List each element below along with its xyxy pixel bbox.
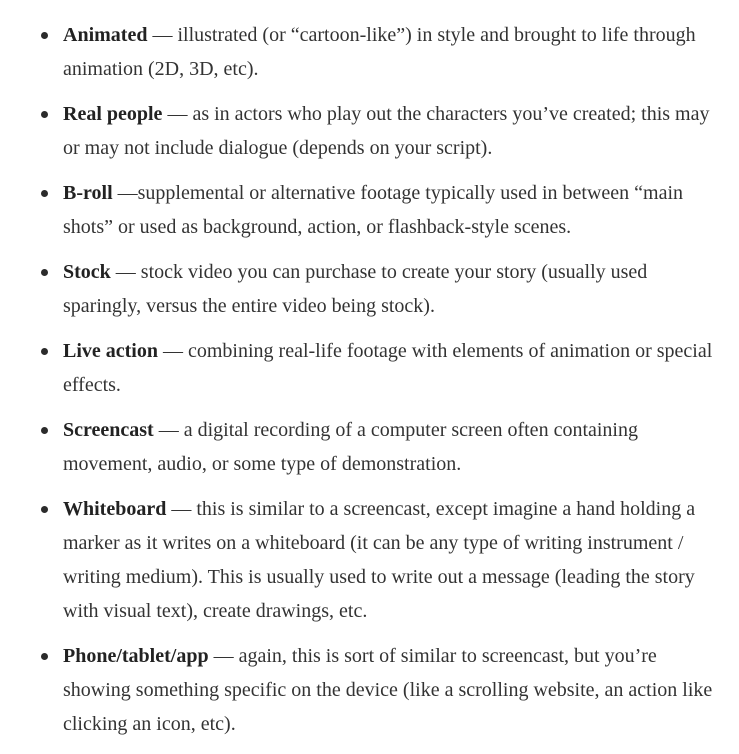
bullet-icon bbox=[41, 111, 48, 118]
list-item-screencast bbox=[0, 413, 739, 481]
list-item-stock bbox=[0, 255, 739, 323]
item-term: Live action bbox=[63, 340, 158, 362]
list-item-live-action bbox=[0, 334, 739, 402]
item-description: — combining real-life footage with elements of animation or special effects. bbox=[63, 340, 713, 396]
item-description: — as in actors who play out the characters you’ve created; this may or may not include dialogue (depends on your script). bbox=[63, 103, 710, 159]
bullet-icon bbox=[41, 32, 48, 39]
item-description: — a digital recording of a computer screen often containing movement, audio, or some type of demonstration. bbox=[63, 419, 638, 475]
item-term: Animated bbox=[63, 24, 148, 46]
bullet-icon bbox=[41, 348, 48, 355]
item-description: —supplemental or alternative footage typically used in between “main shots” or used as background, action, or flashback-style scenes. bbox=[63, 182, 684, 238]
bullet-icon bbox=[41, 427, 48, 434]
list-item-whiteboard bbox=[0, 492, 739, 628]
bullet-icon bbox=[41, 269, 48, 276]
item-term: Phone/tablet/app bbox=[63, 645, 209, 667]
item-description: — again, this is sort of similar to screencast, but you’re showing something specific on the device (like a scrolling website, an action like clicking an icon, etc). bbox=[63, 645, 713, 735]
item-description: — this is similar to a screencast, except imagine a hand holding a marker as it writes on a whiteboard (it can be any type of writing instrument / writing medium). This is usually used to write out a message (leading the story with visual text), create drawings, etc. bbox=[63, 498, 696, 622]
list-item-animated bbox=[0, 18, 739, 86]
item-description: — stock video you can purchase to create your story (usually used sparingly, versus the entire video being stock). bbox=[63, 261, 648, 317]
list-item-b-roll bbox=[0, 176, 739, 244]
item-description: — illustrated (or “cartoon-like”) in style and brought to life through animation (2D, 3D, etc). bbox=[63, 24, 696, 80]
item-term: Real people bbox=[63, 103, 163, 125]
item-term: B-roll bbox=[63, 182, 113, 204]
item-term: Stock bbox=[63, 261, 111, 283]
bullet-icon bbox=[41, 506, 48, 513]
bullet-icon bbox=[41, 190, 48, 197]
item-term: Whiteboard bbox=[63, 498, 167, 520]
bullet-icon bbox=[41, 653, 48, 660]
list-item-real-people bbox=[0, 97, 739, 165]
item-term: Screencast bbox=[63, 419, 154, 441]
list-item-phone-tablet-app bbox=[0, 639, 739, 741]
